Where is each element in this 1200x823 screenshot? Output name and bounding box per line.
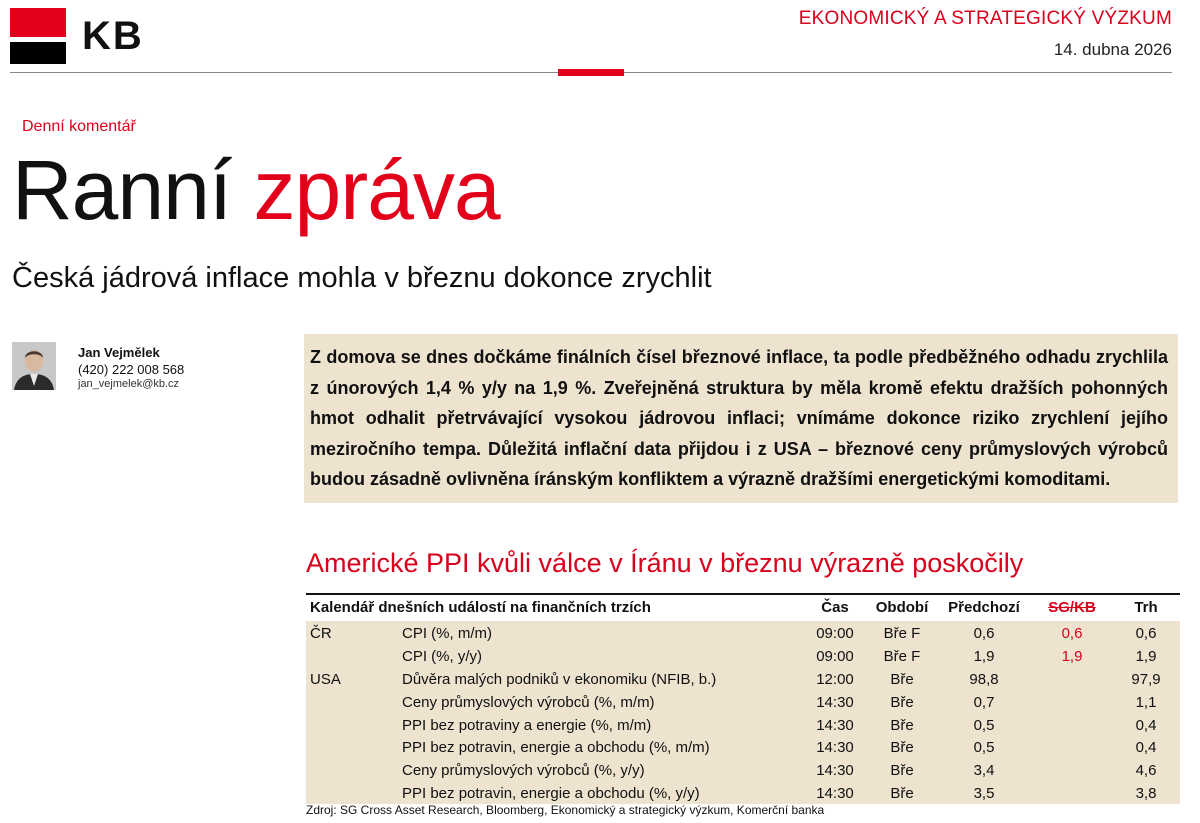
cell-market: 0,4 [1135, 716, 1157, 734]
report-subtitle: Česká jádrová inflace mohla v březnu dokonce zrychlit [12, 262, 712, 294]
cell-period: Bře [890, 716, 914, 734]
cell-market: 3,8 [1135, 785, 1157, 803]
cell-region: ČR [310, 625, 332, 642]
cell-time: 09:00 [816, 625, 854, 642]
cell-market: 1,1 [1135, 693, 1157, 711]
cell-period: Bře [890, 670, 914, 688]
department-label: EKONOMICKÝ A STRATEGICKÝ VÝZKUM [798, 8, 1172, 29]
cell-event: PPI bez potravin, energie a obchodu (%, y/y) [402, 785, 700, 803]
title-part-1: Ranní [12, 143, 232, 237]
cell-event: Ceny průmyslových výrobců (%, m/m) [402, 693, 655, 711]
cell-time: 14:30 [816, 785, 854, 803]
cell-previous: 0,6 [973, 625, 995, 642]
logo-text: KB [82, 13, 144, 58]
cell-previous: 0,7 [973, 693, 995, 711]
table-row [306, 713, 1180, 736]
kb-logo-mark-icon [10, 8, 66, 64]
header-previous: Předchozí [948, 599, 1020, 616]
cell-time: 12:00 [816, 670, 854, 688]
cell-market: 97,9 [1131, 670, 1161, 688]
cell-period: Bře [890, 785, 914, 803]
table-row [306, 781, 1180, 804]
cell-region: USA [310, 670, 341, 688]
cell-previous: 98,8 [969, 670, 999, 688]
cell-event: PPI bez potraviny a energie (%, m/m) [402, 716, 652, 734]
cell-period: Bře F [883, 625, 921, 642]
author-name: Jan Vejmělek [78, 345, 160, 360]
cell-period: Bře [890, 693, 914, 711]
header-sg-kb: SG/KB [1048, 599, 1096, 616]
cell-time: 14:30 [816, 739, 854, 757]
report-title [12, 140, 500, 240]
cell-time: 14:30 [816, 762, 854, 780]
report-kicker: Denní komentář [22, 118, 136, 135]
cell-time: 09:00 [816, 647, 854, 665]
table-row [306, 758, 1180, 781]
header-title: Kalendář dnešních událostí na finančních trzích [310, 599, 651, 616]
lead-summary: Z domova se dnes dočkáme finálních čísel březnové inflace, ta podle předběžného odhadu zrychlila z únorových 1,4 % y/y na 1,9 %. Zveřejněná struktura by měla kromě efektu dražších pohonných hmot odhalit přetrvávající vysokou jádrovou inflaci; vnímáme dokonce riziko zrychlení jejího meziročního tempa. Důležitá inflační data přijdou i z USA – březnové ceny průmyslových výrobců budou zásadně ovlivněna íránským konfliktem a výrazně dražšími energetickými komoditami. [304, 334, 1178, 503]
title-part-2: zpráva [253, 143, 500, 237]
events-calendar-table [306, 593, 1180, 804]
header-period: Období [875, 599, 929, 616]
cell-market: 0,4 [1135, 739, 1157, 757]
cell-event: CPI (%, y/y) [402, 647, 483, 665]
table-row [306, 621, 1180, 644]
cell-event: PPI bez potravin, energie a obchodu (%, m/m) [402, 739, 710, 757]
cell-sg-kb: 1,9 [1061, 647, 1083, 665]
table-row [306, 644, 1180, 667]
author-phone: (420) 222 008 568 [78, 362, 185, 377]
header-divider-accent [558, 69, 624, 76]
cell-period: Bře [890, 762, 914, 780]
table-row [306, 667, 1180, 690]
table-row [306, 735, 1180, 758]
cell-previous: 0,5 [973, 716, 995, 734]
cell-previous: 3,5 [973, 785, 995, 803]
cell-previous: 0,5 [973, 739, 995, 757]
kb-logo[interactable] [10, 8, 144, 64]
cell-previous: 3,4 [973, 762, 995, 780]
cell-market: 4,6 [1135, 762, 1157, 780]
cell-market: 1,9 [1135, 647, 1157, 665]
table-header [306, 595, 1180, 621]
section-title: Americké PPI kvůli válce v Íránu v březnu výrazně poskočily [306, 548, 1024, 578]
cell-period: Bře F [883, 647, 921, 665]
report-date: 14. dubna 2026 [1053, 40, 1172, 59]
cell-market: 0,6 [1135, 625, 1157, 642]
author-email[interactable]: jan_vejmelek@kb.cz [78, 378, 180, 390]
table-row [306, 690, 1180, 713]
cell-previous: 1,9 [973, 647, 995, 665]
cell-event: Důvěra malých podniků v ekonomiku (NFIB, b.) [402, 670, 717, 688]
cell-event: Ceny průmyslových výrobců (%, y/y) [402, 762, 645, 780]
cell-event: CPI (%, m/m) [402, 625, 492, 642]
author-avatar [12, 342, 56, 390]
table-source-note: Zdroj: SG Cross Asset Research, Bloomberg, Ekonomický a strategický výzkum, Komerční banka [306, 803, 825, 817]
cell-sg-kb: 0,6 [1061, 625, 1083, 642]
header-market: Trh [1134, 599, 1158, 616]
header-time: Čas [821, 599, 849, 616]
cell-time: 14:30 [816, 716, 854, 734]
cell-period: Bře [890, 739, 914, 757]
cell-time: 14:30 [816, 693, 854, 711]
table-body [306, 621, 1180, 804]
